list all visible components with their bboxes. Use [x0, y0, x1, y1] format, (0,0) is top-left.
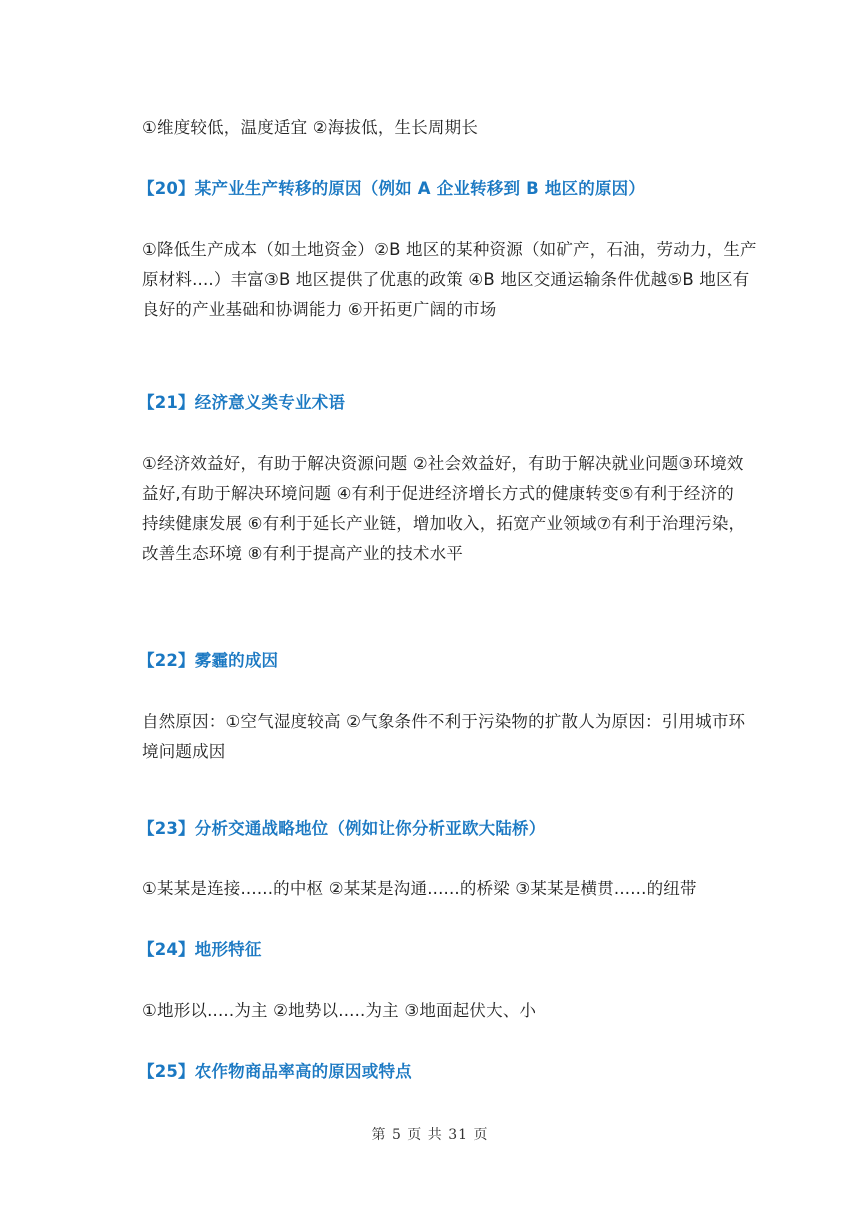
heading-25: 【25】农作物商品率高的原因或特点: [138, 1062, 412, 1081]
text-line: ①降低生产成本（如土地资金）②B 地区的某种资源（如矿产，石油，劳动力，生产: [142, 240, 757, 259]
text-line: 境问题成因: [142, 742, 226, 761]
text-line: ①地形以.....为主 ②地势以.....为主 ③地面起伏大、小: [142, 1001, 537, 1020]
text-line: 良好的产业基础和协调能力 ⑥开拓更广阔的市场: [142, 300, 497, 319]
paragraph-19-answer: [142, 113, 722, 143]
text-line: 自然原因：①空气湿度较高 ②气象条件不利于污染物的扩散人为原因：引用城市环: [142, 712, 746, 731]
paragraph-22: [142, 707, 746, 767]
heading-22: 【22】雾霾的成因: [138, 651, 279, 670]
paragraph-23: [142, 874, 722, 904]
paragraph-21: [142, 449, 746, 569]
text-line: 改善生态环境 ⑧有利于提高产业的技术水平: [142, 544, 464, 563]
text-line: ①经济效益好，有助于解决资源问题 ②社会效益好，有助于解决就业问题③环境效: [142, 454, 744, 473]
heading-23: 【23】分析交通战略地位（例如让你分析亚欧大陆桥）: [138, 819, 546, 838]
text-line: 持续健康发展 ⑥有利于延长产业链，增加收入，拓宽产业领域⑦有利于治理污染，: [142, 514, 746, 533]
heading-24: 【24】地形特征: [138, 940, 262, 959]
paragraph-20: [142, 235, 757, 325]
text-line: ①维度较低，温度适宜 ②海拔低，生长周期长: [142, 118, 479, 137]
text-line: 益好,有助于解决环境问题 ④有利于促进经济增长方式的健康转变⑤有利于经济的: [142, 484, 734, 503]
page-number-footer: 第 5 页 共 31 页: [371, 1127, 489, 1143]
heading-20: 【20】某产业生产转移的原因（例如 A 企业转移到 B 地区的原因）: [138, 179, 646, 198]
text-line: 原材料....）丰富③B 地区提供了优惠的政策 ④B 地区交通运输条件优越⑤B 地区有: [142, 270, 750, 289]
heading-21: 【21】经济意义类专业术语: [138, 393, 346, 412]
text-line: ①某某是连接......的中枢 ②某某是沟通......的桥梁 ③某某是横贯......的纽带: [142, 879, 697, 898]
paragraph-24: [142, 996, 722, 1026]
